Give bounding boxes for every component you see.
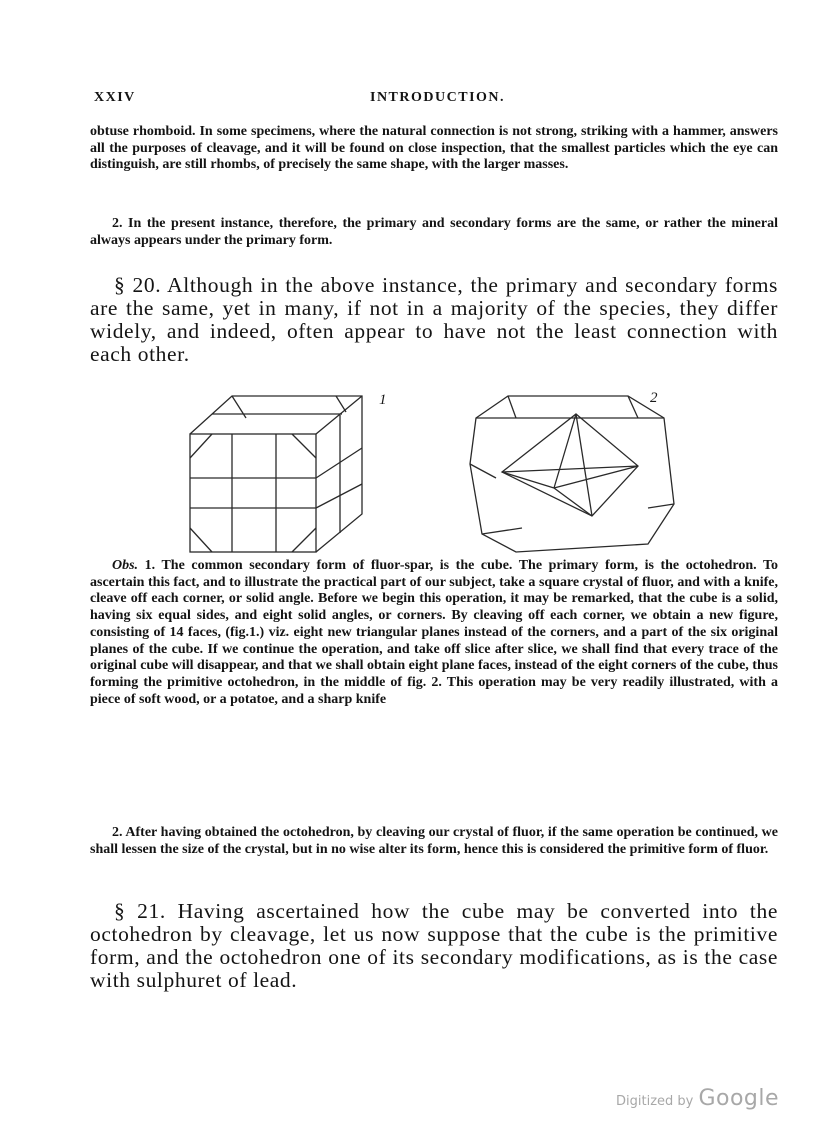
page-number: XXIV (94, 90, 136, 105)
digitized-by-google-watermark (616, 1086, 779, 1111)
observation-2: 2. After having obtained the octohedron, by cleaving our crystal of fluor, if the same operation be continued, we shall lessen the size of the crystal, but in no wise alter its form, hence this is considered the primitive form of fluor. (90, 825, 778, 857)
paragraph-2: 2. In the present instance, therefore, the primary and secondary forms are the same, or rather the mineral always appears under the primary form. (90, 216, 778, 248)
section-21: § 21. Having ascertained how the cube may be converted into the octohedron by cleavage, let us now suppose that the cube is the primitive form, and the octohedron one of its secondary modifications, as is the case with sulphuret of lead. (90, 899, 778, 992)
google-logo: Google (698, 1086, 780, 1111)
figure-1-cube (190, 396, 362, 552)
crystal-diagram (186, 388, 786, 558)
section-20: § 20. Although in the above instance, the primary and secondary forms are the same, yet in many, if not in a majority of the species, they differ widely, and indeed, often appear to have not the least connection with each other. (90, 273, 778, 366)
paragraph-continuation: obtuse rhomboid. In some specimens, where the natural connection is not strong, striking with a hammer, answers all the purposes of cleavage, and it will be found on close inspection, that the smallest particles which the eye can distinguish, are still rhombs, of precisely the same shape, with the larger masses. (90, 124, 778, 173)
observation-1 (90, 558, 778, 708)
digitized-by-text: Digitized by (616, 1094, 694, 1109)
observation-label: Obs. (112, 558, 139, 573)
figure-1-label: 1 (379, 392, 387, 408)
page-header (94, 90, 784, 110)
figure-2-label: 2 (650, 390, 658, 406)
crystal-figures (186, 388, 786, 558)
running-head: INTRODUCTION. (370, 90, 506, 105)
figure-2-octohedron (470, 396, 674, 552)
observation-1-text: 1. The common secondary form of fluor-spar, is the cube. The primary form, is the octohedron. To ascertain this fact, and to illustrate the practical part of our subject, take a square crystal of fluor, and with a knife, cleave off each corner, or solid angle. Before we begin this operation, it may be remarked, that the cube is a solid, having six equal sides, and eight solid angles, or corners. By cleaving off each corner, we obtain a new figure, consisting of 14 faces, (fig.1.) viz. eight new triangular planes instead of the corners, and a part of the six original planes of the cube. If we continue the operation, and take off slice after slice, we shall find that every trace of the original cube will disappear, and that we shall obtain eight plane faces, instead of the eight corners of the cube, thus forming the primitive octohedron, in the middle of fig. 2. This operation may be very readily illustrated, with a piece of soft wood, or a potatoe, and a sharp knife (90, 558, 778, 707)
